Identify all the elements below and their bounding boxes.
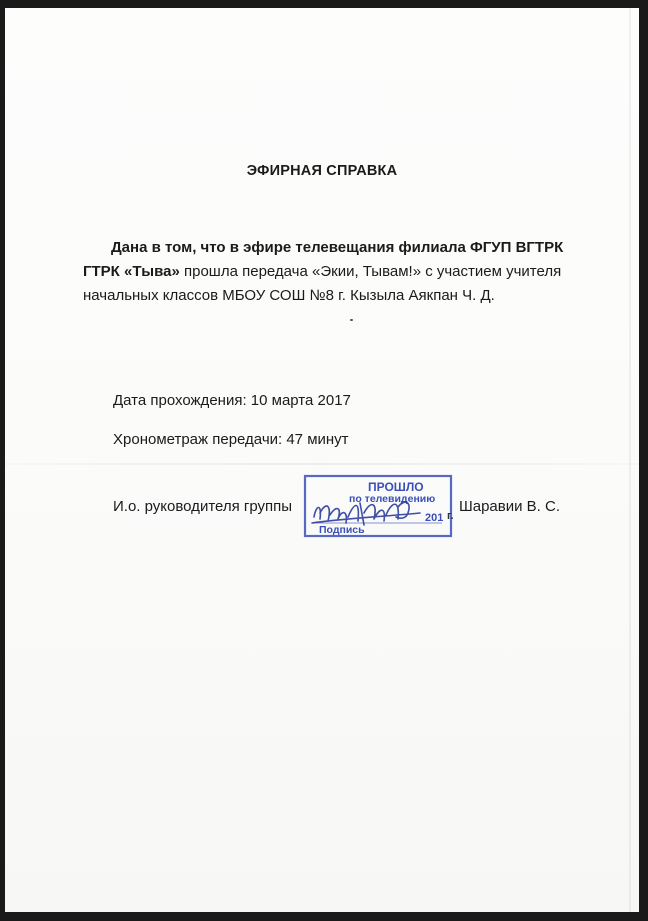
- air-date: Дата прохождения: 10 марта 2017: [113, 392, 351, 409]
- stamp-suffix: г.: [447, 510, 454, 522]
- broadcaster-name: ГТРК «Тыва»: [83, 263, 180, 280]
- signer-name: Шаравии В. С.: [459, 498, 561, 515]
- broadcast-duration: Хронометраж передачи: 47 минут: [113, 431, 349, 448]
- stamp-caption: Подпись: [319, 524, 365, 536]
- ink-speck: [350, 319, 353, 321]
- document-title: ЭФИРНАЯ СПРАВКА: [246, 163, 398, 179]
- paper-edge: [629, 8, 631, 912]
- signature-label: И.о. руководителя группы: [113, 498, 293, 515]
- broadcast-stamp: [302, 473, 454, 539]
- paragraph-line-1: Дана в том, что в эфире телевещания филиала ФГУП ВГТРК: [111, 239, 564, 256]
- stamp-year: 201: [425, 512, 444, 524]
- stamp-line-1: ПРОШЛО: [368, 480, 424, 494]
- certificate-paragraph: [83, 236, 563, 308]
- handwritten-signature: [308, 495, 428, 531]
- stamp-line-2: по телевидению: [349, 493, 436, 505]
- paragraph-line-2: [83, 260, 563, 284]
- paper-fold: [5, 463, 639, 465]
- paragraph-line-2-rest: прошла передача «Экии, Тывам!» с участием учителя: [179, 263, 562, 280]
- document-page: [5, 8, 639, 912]
- paragraph-line-3: начальных классов МБОУ СОШ №8 г. Кызыла Аякпан Ч. Д.: [83, 287, 495, 304]
